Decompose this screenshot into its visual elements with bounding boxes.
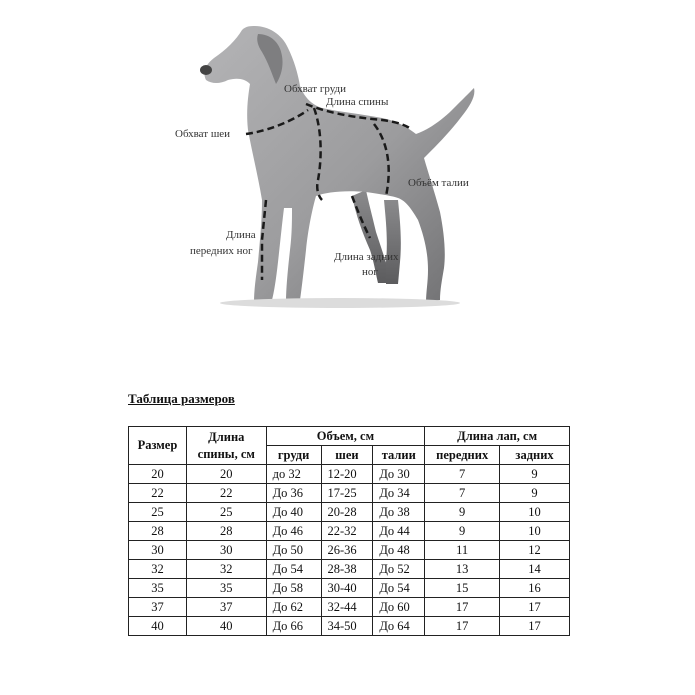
cell-front-paw: 17 [425,617,500,636]
cell-size: 28 [129,522,187,541]
cell-chest: До 58 [266,579,321,598]
cell-back-length: 25 [186,503,266,522]
cell-back-length: 35 [186,579,266,598]
header-size: Размер [129,427,187,465]
cell-chest: До 62 [266,598,321,617]
label-front-legs-1: Длина [226,229,256,241]
cell-hind-paw: 9 [500,484,570,503]
label-waist-volume: Объём талии [408,177,469,189]
cell-chest: До 54 [266,560,321,579]
cell-front-paw: 9 [425,503,500,522]
cell-back-length: 30 [186,541,266,560]
label-chest-girth: Обхват груди [284,83,346,95]
cell-hind-paw: 17 [500,617,570,636]
cell-waist: До 38 [373,503,425,522]
cell-hind-paw: 14 [500,560,570,579]
cell-waist: До 64 [373,617,425,636]
cell-back-length: 22 [186,484,266,503]
cell-neck: 34-50 [321,617,373,636]
table-row [129,541,570,560]
table-row [129,465,570,484]
cell-back-length: 40 [186,617,266,636]
cell-hind-paw: 10 [500,522,570,541]
cell-waist: До 48 [373,541,425,560]
cell-front-paw: 17 [425,598,500,617]
header-front: передних [425,446,500,465]
cell-neck: 30-40 [321,579,373,598]
table-row [129,579,570,598]
header-waist: талии [373,446,425,465]
table-row [129,617,570,636]
cell-neck: 17-25 [321,484,373,503]
table-body [129,465,570,636]
header-back-length: Длина спины, см [186,427,266,465]
cell-chest: До 66 [266,617,321,636]
cell-waist: До 52 [373,560,425,579]
cell-chest: до 32 [266,465,321,484]
header-paw-length: Длина лап, см [425,427,570,446]
cell-chest: До 46 [266,522,321,541]
cell-hind-paw: 9 [500,465,570,484]
label-back-length: Длина спины [326,96,389,108]
cell-front-paw: 15 [425,579,500,598]
cell-front-paw: 13 [425,560,500,579]
cell-size: 32 [129,560,187,579]
cell-size: 20 [129,465,187,484]
cell-front-paw: 7 [425,465,500,484]
label-hind-legs-1: Длина задних [334,251,399,263]
cell-size: 37 [129,598,187,617]
dog-nose [200,65,212,75]
table-row [129,503,570,522]
size-table [128,426,570,636]
cell-back-length: 20 [186,465,266,484]
cell-hind-paw: 17 [500,598,570,617]
cell-size: 30 [129,541,187,560]
cell-waist: До 54 [373,579,425,598]
cell-front-paw: 7 [425,484,500,503]
table-title: Таблица размеров [128,391,235,406]
cell-chest: До 40 [266,503,321,522]
cell-chest: До 36 [266,484,321,503]
table-row [129,522,570,541]
cell-waist: До 60 [373,598,425,617]
header-volume: Объем, см [266,427,425,446]
label-hind-legs-2: ног [362,266,378,278]
header-row-1 [129,427,570,446]
label-front-legs-2: передних ног [190,245,253,257]
cell-waist: До 34 [373,484,425,503]
header-neck: шеи [321,446,373,465]
cell-chest: До 50 [266,541,321,560]
cell-back-length: 28 [186,522,266,541]
cell-neck: 20-28 [321,503,373,522]
cell-hind-paw: 12 [500,541,570,560]
floor-shadow [220,298,460,308]
cell-hind-paw: 16 [500,579,570,598]
header-hind: задних [500,446,570,465]
cell-front-paw: 11 [425,541,500,560]
cell-waist: До 30 [373,465,425,484]
cell-size: 22 [129,484,187,503]
cell-hind-paw: 10 [500,503,570,522]
table-row [129,560,570,579]
cell-size: 35 [129,579,187,598]
cell-neck: 26-36 [321,541,373,560]
cell-front-paw: 9 [425,522,500,541]
cell-size: 25 [129,503,187,522]
label-neck-girth: Обхват шеи [175,128,231,140]
table-row [129,484,570,503]
cell-neck: 32-44 [321,598,373,617]
cell-back-length: 37 [186,598,266,617]
cell-neck: 28-38 [321,560,373,579]
table-row [129,598,570,617]
cell-neck: 22-32 [321,522,373,541]
header-chest: груди [266,446,321,465]
cell-back-length: 32 [186,560,266,579]
cell-size: 40 [129,617,187,636]
cell-waist: До 44 [373,522,425,541]
cell-neck: 12-20 [321,465,373,484]
